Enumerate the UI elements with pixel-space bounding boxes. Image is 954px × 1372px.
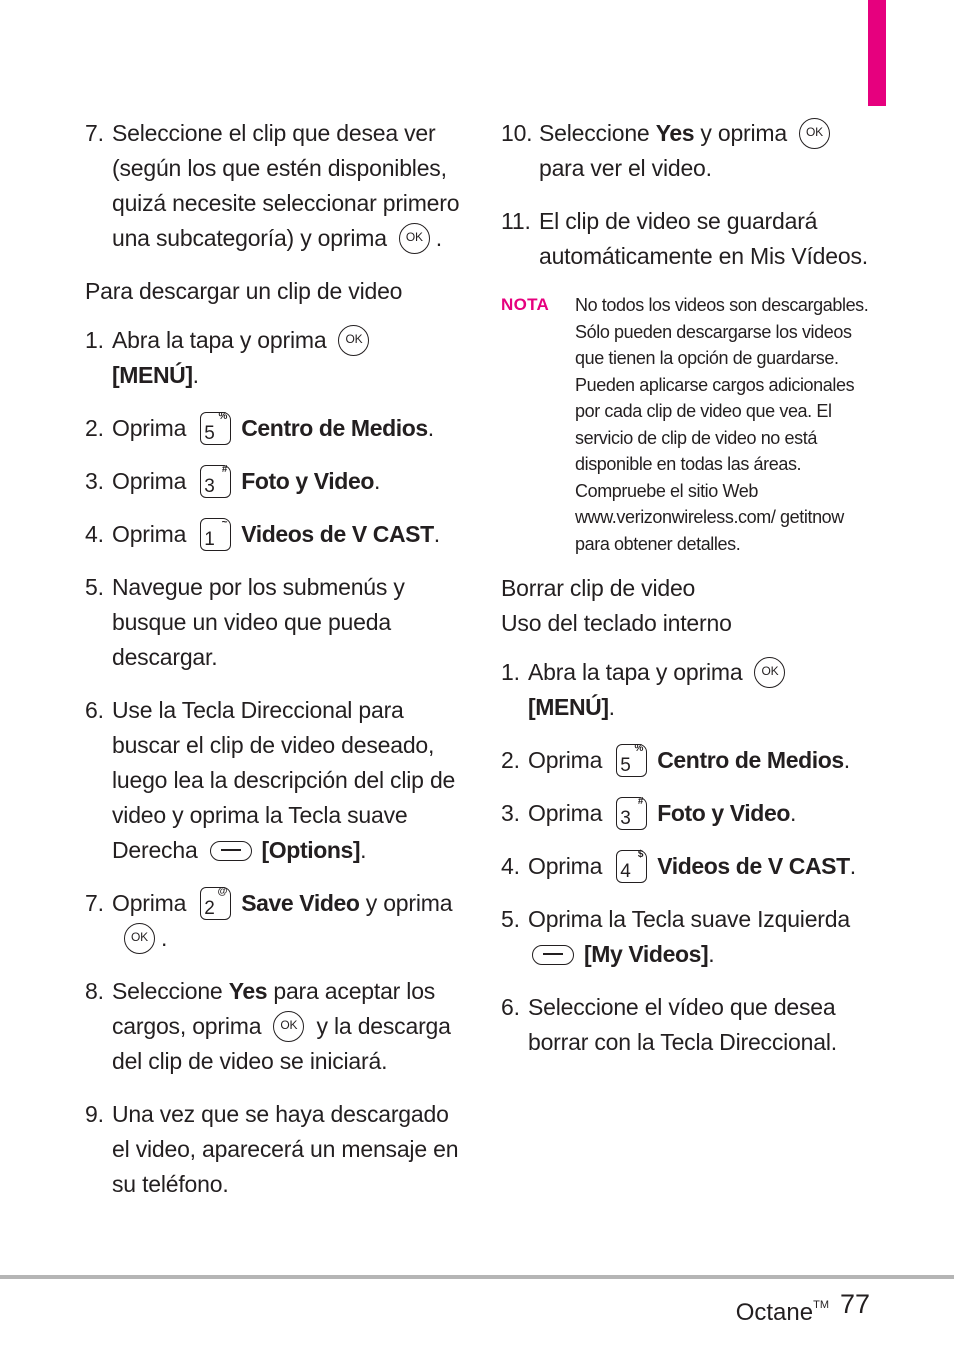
list-item: 5. Navegue por los submenús y busque un video que pueda descargar. <box>85 574 405 670</box>
list-item: 6. Use la Tecla Direccional para buscar el clip de video deseado, luego lea la descripción del clip de video y oprima la Tecla suave Derecha [Options]. <box>85 697 456 863</box>
key-2-icon: 2 @ <box>200 887 231 920</box>
note-label: NOTA <box>501 295 550 314</box>
right-column <box>501 116 881 1078</box>
right-soft-key-icon <box>210 841 252 861</box>
list-item: 3. Oprima 3 # Foto y Video. <box>85 464 381 497</box>
key-5-icon: 5 % <box>616 744 647 777</box>
key-3-icon: 3 # <box>200 465 231 498</box>
list-item: 10. Seleccione Yes y oprima OK para ver el video. <box>501 116 881 186</box>
list-item: 1. Abra la tapa y oprima OK [MENÚ]. <box>85 323 465 393</box>
list-item: 8. Seleccione Yes para aceptar los cargos, oprima OK y la descarga del clip de video se iniciará. <box>85 978 451 1074</box>
key-5-icon: 5 % <box>200 412 231 445</box>
list-item: 6. Seleccione el vídeo que desea borrar con la Tecla Direccional. <box>501 994 837 1055</box>
ok-key-icon: OK <box>273 1011 304 1042</box>
list-item: 2. Oprima 5 % Centro de Medios. <box>501 743 850 776</box>
left-soft-key-icon <box>532 945 574 965</box>
key-1-icon: 1 ~ <box>200 518 231 551</box>
list-item: 7. Oprima 2 @ Save Video y oprima OK . <box>85 886 465 956</box>
footer-brand: Octane™ <box>735 1299 829 1326</box>
list-item: 4. Oprima 1 ~ Videos de V CAST. <box>85 517 440 550</box>
list-item: 11. El clip de video se guardará automáticamente en Mis Vídeos. <box>501 208 868 269</box>
ok-key-icon: OK <box>799 118 830 149</box>
footer-divider <box>0 1275 954 1279</box>
left-column <box>85 116 465 1220</box>
note-text: No todos los videos son descargables. Sólo pueden descargarse los videos que tienen la opción de guardarse. Pueden aplicarse cargos adicionales por cada clip de video que vea. El servicio de clip de video no está disponible en todas las áreas. Compruebe el sitio Web www.verizonwireless.com/ getitnow para obtener detalles. <box>575 295 869 554</box>
list-item: 3. Oprima 3 # Foto y Video. <box>501 796 797 829</box>
ok-key-icon: OK <box>338 325 369 356</box>
section-tab-marker <box>868 0 886 106</box>
list-item: 7. Seleccione el clip que desea ver (según los que estén disponibles, quizá necesite seleccionar primero una subcategoría) y oprima OK . <box>85 116 465 256</box>
list-item: 9. Una vez que se haya descargado el video, aparecerá un mensaje en su teléfono. <box>85 1101 459 1197</box>
ok-key-icon: OK <box>754 657 785 688</box>
list-item: 1. Abra la tapa y oprima OK [MENÚ]. <box>501 655 881 725</box>
note-box <box>501 292 881 557</box>
ok-key-icon: OK <box>399 223 430 254</box>
section-heading: Para descargar un clip de video <box>85 278 403 304</box>
page-number: 77 <box>839 1289 870 1319</box>
list-item: 2. Oprima 5 % Centro de Medios. <box>85 411 434 444</box>
key-4-icon: 4 $ <box>616 850 647 883</box>
step-text: Seleccione el clip que desea ver (según los que estén disponibles, quizá necesite seleccionar primero una subcategoría) y oprima <box>112 120 460 251</box>
list-item: 5. Oprima la Tecla suave Izquierda [My Videos]. <box>501 906 850 967</box>
key-3-icon: 3 # <box>616 797 647 830</box>
list-item: 4. Oprima 4 $ Videos de V CAST. <box>501 849 856 882</box>
menu-label: [MENÚ] <box>112 362 193 388</box>
step-number: 7. <box>85 120 104 146</box>
section-heading: Borrar clip de video Uso del teclado interno <box>501 575 732 636</box>
ok-key-icon: OK <box>124 923 155 954</box>
